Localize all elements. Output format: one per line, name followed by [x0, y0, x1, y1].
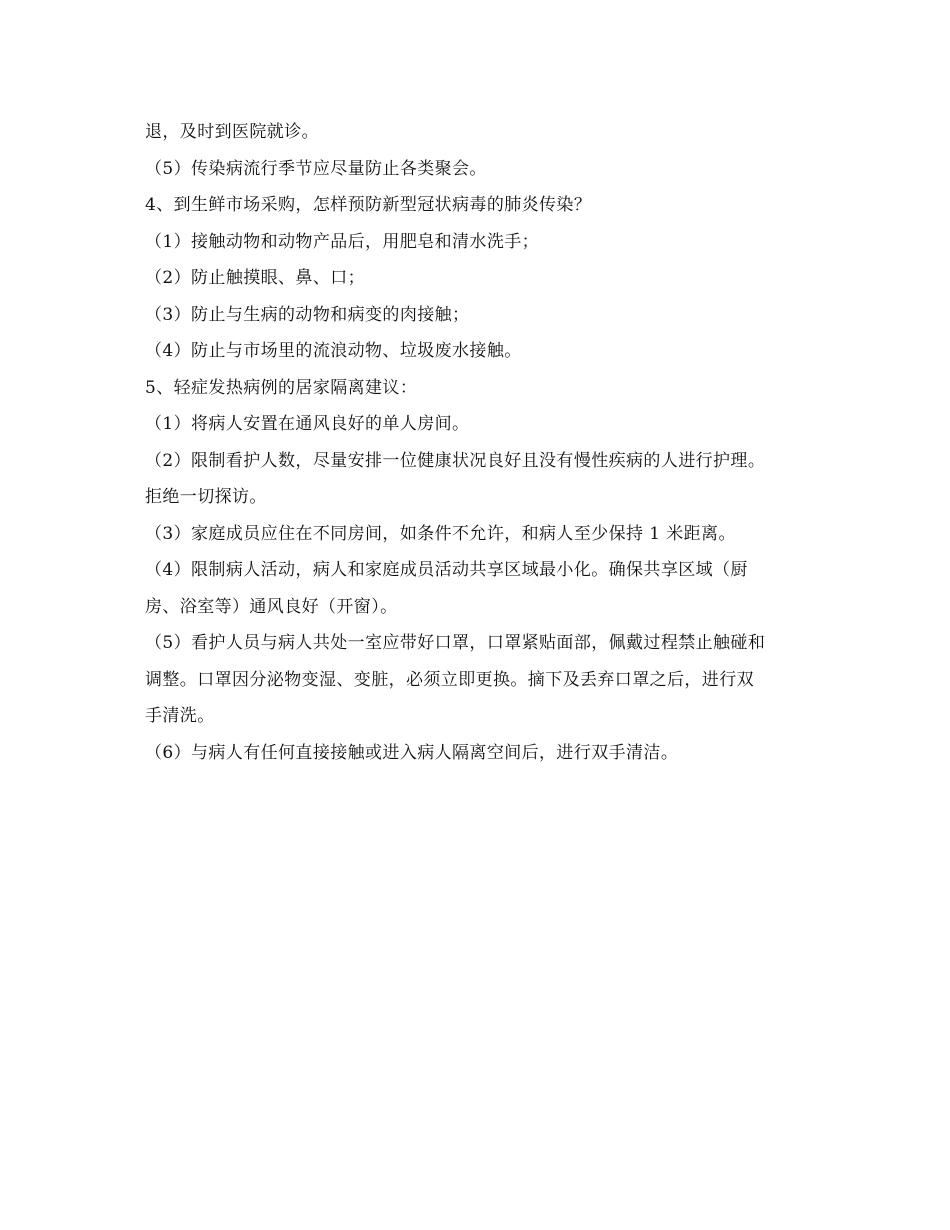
- text-line: 调整。口罩因分泌物变湿、变脏，必须立即更换。摘下及丢弃口罩之后，进行双: [145, 669, 754, 690]
- text-line: （4）防止与市场里的流浪动物、垃圾废水接触。: [145, 341, 522, 361]
- section-heading: 4、到生鲜市场采购，怎样预防新型冠状病毒的肺炎传染？: [145, 195, 592, 215]
- text-line: 退，及时到医院就诊。: [145, 122, 319, 142]
- text-line: （5）传染病流行季节应尽量防止各类聚会。: [145, 158, 487, 179]
- text-line: 拒绝一切探访。: [145, 487, 267, 507]
- text-line: （4）限制病人活动，病人和家庭成员活动共享区域最小化。确保共享区域（厨: [145, 560, 748, 580]
- text-line: （2）限制看护人数，尽量安排一位健康状况良好且没有慢性疾病的人进行护理。: [145, 450, 766, 471]
- text-line: （3）家庭成员应住在不同房间，如条件不允许，和病人至少保持 1 米距离。: [145, 523, 736, 544]
- document-body: [145, 114, 815, 771]
- text-line: （3）防止与生病的动物和病变的肉接触；: [145, 304, 470, 325]
- text-line: 手清洗。: [145, 706, 215, 726]
- text-line: （5）看护人员与病人共处一室应带好口罩，口罩紧贴面部，佩戴过程禁止触碰和: [145, 633, 766, 653]
- section-heading: 5、轻症发热病例的居家隔离建议：: [145, 377, 418, 398]
- text-line: （6）与病人有任何直接接触或进入病人隔离空间后，进行双手清洁。: [145, 742, 679, 763]
- text-line: （2）防止触摸眼、鼻、口；: [145, 268, 366, 288]
- text-line: 房、浴室等）通风良好（开窗）。: [145, 596, 398, 617]
- text-line: （1）将病人安置在通风良好的单人房间。: [145, 414, 470, 434]
- text-line: （1）接触动物和动物产品后，用肥皂和清水洗手；: [145, 231, 540, 252]
